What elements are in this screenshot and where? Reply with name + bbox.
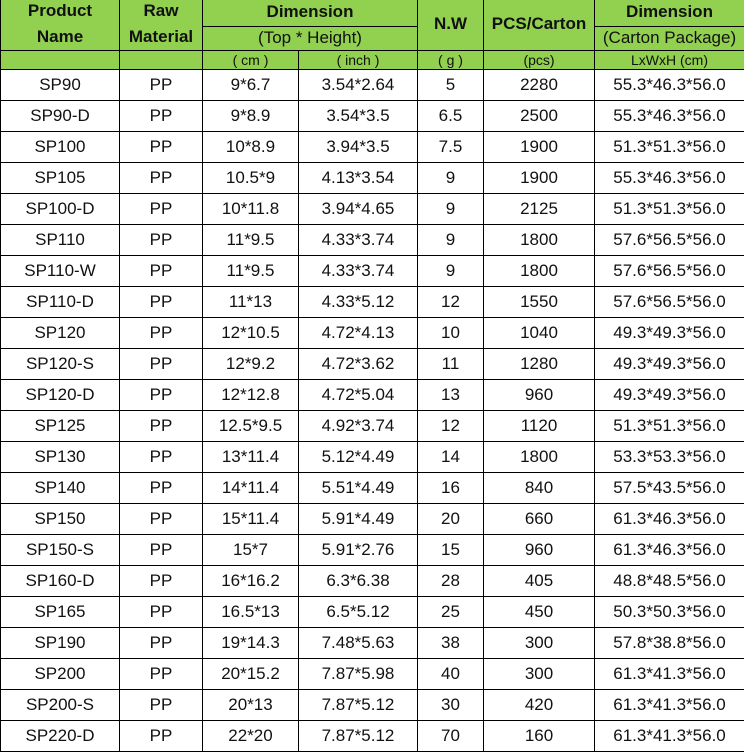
nw-cell: 9 (418, 163, 484, 194)
nw-cell: 30 (418, 690, 484, 721)
product-name-cell: SP160-D (1, 566, 120, 597)
dimension-inch-cell: 4.72*5.04 (299, 380, 418, 411)
table-row (1, 318, 744, 349)
carton-dimension-cell: 61.3*46.3*56.0 (595, 504, 744, 535)
carton-dimension-cell: 51.3*51.3*56.0 (595, 132, 744, 163)
header-nw: N.W (418, 0, 484, 51)
unit-cm: ( cm ) (203, 51, 299, 70)
dimension-inch-cell: 4.72*3.62 (299, 349, 418, 380)
product-name-cell: SP105 (1, 163, 120, 194)
dimension-inch-cell: 5.91*4.49 (299, 504, 418, 535)
dimension-inch-cell: 5.91*2.76 (299, 535, 418, 566)
dimension-cm-cell: 11*9.5 (203, 225, 299, 256)
header-product-name-line2: Name (37, 27, 83, 46)
pcs-carton-cell: 960 (484, 535, 595, 566)
carton-dimension-cell: 61.3*41.3*56.0 (595, 690, 744, 721)
nw-cell: 10 (418, 318, 484, 349)
raw-material-cell: PP (120, 721, 203, 752)
product-name-cell: SP120-D (1, 380, 120, 411)
carton-dimension-cell: 55.3*46.3*56.0 (595, 163, 744, 194)
raw-material-cell: PP (120, 163, 203, 194)
raw-material-cell: PP (120, 597, 203, 628)
dimension-inch-cell: 4.13*3.54 (299, 163, 418, 194)
nw-cell: 40 (418, 659, 484, 690)
table-row (1, 442, 744, 473)
dimension-inch-cell: 5.51*4.49 (299, 473, 418, 504)
carton-dimension-cell: 53.3*53.3*56.0 (595, 442, 744, 473)
dimension-cm-cell: 15*11.4 (203, 504, 299, 535)
raw-material-cell: PP (120, 318, 203, 349)
unit-inch: ( inch ) (299, 51, 418, 70)
unit-empty-1 (1, 51, 120, 70)
table-row (1, 194, 744, 225)
nw-cell: 5 (418, 70, 484, 101)
raw-material-cell: PP (120, 70, 203, 101)
nw-cell: 12 (418, 287, 484, 318)
product-name-cell: SP140 (1, 473, 120, 504)
dimension-cm-cell: 9*8.9 (203, 101, 299, 132)
dimension-cm-cell: 11*9.5 (203, 256, 299, 287)
dimension-inch-cell: 4.33*3.74 (299, 256, 418, 287)
header-carton-dimension-sub: (Carton Package) (595, 26, 744, 50)
dimension-inch-cell: 3.54*2.64 (299, 70, 418, 101)
carton-dimension-cell: 55.3*46.3*56.0 (595, 101, 744, 132)
carton-dimension-cell: 48.8*48.5*56.0 (595, 566, 744, 597)
carton-dimension-cell: 61.3*41.3*56.0 (595, 721, 744, 752)
pcs-carton-cell: 450 (484, 597, 595, 628)
table-row (1, 132, 744, 163)
carton-dimension-cell: 49.3*49.3*56.0 (595, 318, 744, 349)
raw-material-cell: PP (120, 380, 203, 411)
dimension-inch-cell: 3.94*4.65 (299, 194, 418, 225)
dimension-inch-cell: 6.3*6.38 (299, 566, 418, 597)
unit-empty-2 (120, 51, 203, 70)
nw-cell: 16 (418, 473, 484, 504)
header-dimension-title: Dimension (203, 0, 418, 26)
dimension-cm-cell: 14*11.4 (203, 473, 299, 504)
pcs-carton-cell: 660 (484, 504, 595, 535)
carton-dimension-cell: 57.6*56.5*56.0 (595, 287, 744, 318)
product-name-cell: SP165 (1, 597, 120, 628)
dimension-inch-cell: 5.12*4.49 (299, 442, 418, 473)
dimension-inch-cell: 6.5*5.12 (299, 597, 418, 628)
nw-cell: 38 (418, 628, 484, 659)
carton-dimension-cell: 61.3*46.3*56.0 (595, 535, 744, 566)
carton-dimension-cell: 49.3*49.3*56.0 (595, 380, 744, 411)
carton-dimension-cell: 50.3*50.3*56.0 (595, 597, 744, 628)
raw-material-cell: PP (120, 504, 203, 535)
pcs-carton-cell: 1900 (484, 132, 595, 163)
dimension-inch-cell: 3.54*3.5 (299, 101, 418, 132)
table-row (1, 597, 744, 628)
product-name-cell: SP100-D (1, 194, 120, 225)
dimension-cm-cell: 11*13 (203, 287, 299, 318)
product-name-cell: SP100 (1, 132, 120, 163)
dimension-cm-cell: 12*10.5 (203, 318, 299, 349)
product-name-cell: SP110-D (1, 287, 120, 318)
dimension-inch-cell: 4.33*3.74 (299, 225, 418, 256)
dimension-cm-cell: 9*6.7 (203, 70, 299, 101)
pcs-carton-cell: 2500 (484, 101, 595, 132)
raw-material-cell: PP (120, 535, 203, 566)
header-carton-dimension-title: Dimension (595, 0, 744, 26)
unit-lwh: LxWxH (cm) (595, 51, 744, 70)
raw-material-cell: PP (120, 287, 203, 318)
raw-material-cell: PP (120, 225, 203, 256)
dimension-inch-cell: 7.87*5.12 (299, 690, 418, 721)
product-name-cell: SP200 (1, 659, 120, 690)
dimension-cm-cell: 10*8.9 (203, 132, 299, 163)
dimension-cm-cell: 16.5*13 (203, 597, 299, 628)
pcs-carton-cell: 1800 (484, 256, 595, 287)
nw-cell: 11 (418, 349, 484, 380)
pcs-carton-cell: 2125 (484, 194, 595, 225)
raw-material-cell: PP (120, 411, 203, 442)
raw-material-cell: PP (120, 473, 203, 504)
product-name-cell: SP125 (1, 411, 120, 442)
dimension-inch-cell: 3.94*3.5 (299, 132, 418, 163)
raw-material-cell: PP (120, 442, 203, 473)
nw-cell: 9 (418, 225, 484, 256)
carton-dimension-cell: 49.3*49.3*56.0 (595, 349, 744, 380)
nw-cell: 13 (418, 380, 484, 411)
product-name-cell: SP110-W (1, 256, 120, 287)
nw-cell: 14 (418, 442, 484, 473)
raw-material-cell: PP (120, 690, 203, 721)
carton-dimension-cell: 57.8*38.8*56.0 (595, 628, 744, 659)
table-body (1, 70, 744, 752)
table-row (1, 411, 744, 442)
pcs-carton-cell: 960 (484, 380, 595, 411)
dimension-inch-cell: 4.72*4.13 (299, 318, 418, 349)
product-name-cell: SP110 (1, 225, 120, 256)
table-row (1, 70, 744, 101)
header-product-name-line1: Product (28, 1, 92, 20)
header-raw-material (120, 0, 203, 51)
dimension-cm-cell: 19*14.3 (203, 628, 299, 659)
table-row (1, 721, 744, 752)
raw-material-cell: PP (120, 132, 203, 163)
carton-dimension-cell: 51.3*51.3*56.0 (595, 411, 744, 442)
dimension-inch-cell: 7.87*5.98 (299, 659, 418, 690)
carton-dimension-cell: 57.6*56.5*56.0 (595, 225, 744, 256)
raw-material-cell: PP (120, 349, 203, 380)
dimension-cm-cell: 20*15.2 (203, 659, 299, 690)
raw-material-cell: PP (120, 194, 203, 225)
product-name-cell: SP90-D (1, 101, 120, 132)
dimension-cm-cell: 10*11.8 (203, 194, 299, 225)
unit-g: ( g ) (418, 51, 484, 70)
pcs-carton-cell: 840 (484, 473, 595, 504)
header-raw-material-line1: Raw (144, 1, 179, 20)
raw-material-cell: PP (120, 659, 203, 690)
raw-material-cell: PP (120, 628, 203, 659)
header-product-name (1, 0, 120, 51)
carton-dimension-cell: 57.5*43.5*56.0 (595, 473, 744, 504)
dimension-cm-cell: 15*7 (203, 535, 299, 566)
pcs-carton-cell: 405 (484, 566, 595, 597)
nw-cell: 9 (418, 194, 484, 225)
table-row (1, 659, 744, 690)
table-row (1, 535, 744, 566)
pcs-carton-cell: 160 (484, 721, 595, 752)
product-name-cell: SP90 (1, 70, 120, 101)
pcs-carton-cell: 420 (484, 690, 595, 721)
pcs-carton-cell: 2280 (484, 70, 595, 101)
carton-dimension-cell: 55.3*46.3*56.0 (595, 70, 744, 101)
table-row (1, 690, 744, 721)
product-name-cell: SP150-S (1, 535, 120, 566)
dimension-inch-cell: 7.48*5.63 (299, 628, 418, 659)
carton-dimension-cell: 61.3*41.3*56.0 (595, 659, 744, 690)
dimension-cm-cell: 12*12.8 (203, 380, 299, 411)
header-dimension-sub: (Top * Height) (203, 26, 418, 50)
raw-material-cell: PP (120, 101, 203, 132)
carton-dimension-cell: 57.6*56.5*56.0 (595, 256, 744, 287)
carton-dimension-cell: 51.3*51.3*56.0 (595, 194, 744, 225)
table-row (1, 504, 744, 535)
pcs-carton-cell: 1900 (484, 163, 595, 194)
nw-cell: 15 (418, 535, 484, 566)
table-row (1, 473, 744, 504)
dimension-inch-cell: 4.92*3.74 (299, 411, 418, 442)
pcs-carton-cell: 1120 (484, 411, 595, 442)
dimension-cm-cell: 22*20 (203, 721, 299, 752)
pcs-carton-cell: 1280 (484, 349, 595, 380)
table-row (1, 287, 744, 318)
product-name-cell: SP130 (1, 442, 120, 473)
header-raw-material-line2: Material (129, 27, 193, 46)
dimension-inch-cell: 7.87*5.12 (299, 721, 418, 752)
header-pcs-carton: PCS/Carton (484, 0, 595, 51)
dimension-cm-cell: 12*9.2 (203, 349, 299, 380)
nw-cell: 70 (418, 721, 484, 752)
table-header (1, 0, 744, 70)
product-name-cell: SP220-D (1, 721, 120, 752)
table-row (1, 566, 744, 597)
table-row (1, 163, 744, 194)
product-name-cell: SP200-S (1, 690, 120, 721)
nw-cell: 7.5 (418, 132, 484, 163)
nw-cell: 12 (418, 411, 484, 442)
dimension-cm-cell: 20*13 (203, 690, 299, 721)
dimension-cm-cell: 13*11.4 (203, 442, 299, 473)
nw-cell: 25 (418, 597, 484, 628)
nw-cell: 6.5 (418, 101, 484, 132)
product-name-cell: SP150 (1, 504, 120, 535)
product-name-cell: SP120 (1, 318, 120, 349)
table-row (1, 256, 744, 287)
pcs-carton-cell: 1040 (484, 318, 595, 349)
product-name-cell: SP120-S (1, 349, 120, 380)
table-row (1, 225, 744, 256)
raw-material-cell: PP (120, 566, 203, 597)
raw-material-cell: PP (120, 256, 203, 287)
pcs-carton-cell: 300 (484, 628, 595, 659)
dimension-inch-cell: 4.33*5.12 (299, 287, 418, 318)
dimension-cm-cell: 10.5*9 (203, 163, 299, 194)
nw-cell: 9 (418, 256, 484, 287)
unit-pcs: (pcs) (484, 51, 595, 70)
product-name-cell: SP190 (1, 628, 120, 659)
pcs-carton-cell: 1800 (484, 225, 595, 256)
dimension-cm-cell: 12.5*9.5 (203, 411, 299, 442)
table-row (1, 349, 744, 380)
nw-cell: 20 (418, 504, 484, 535)
table-row (1, 101, 744, 132)
pcs-carton-cell: 300 (484, 659, 595, 690)
pcs-carton-cell: 1800 (484, 442, 595, 473)
table-row (1, 380, 744, 411)
nw-cell: 28 (418, 566, 484, 597)
table-row (1, 628, 744, 659)
pcs-carton-cell: 1550 (484, 287, 595, 318)
dimension-cm-cell: 16*16.2 (203, 566, 299, 597)
